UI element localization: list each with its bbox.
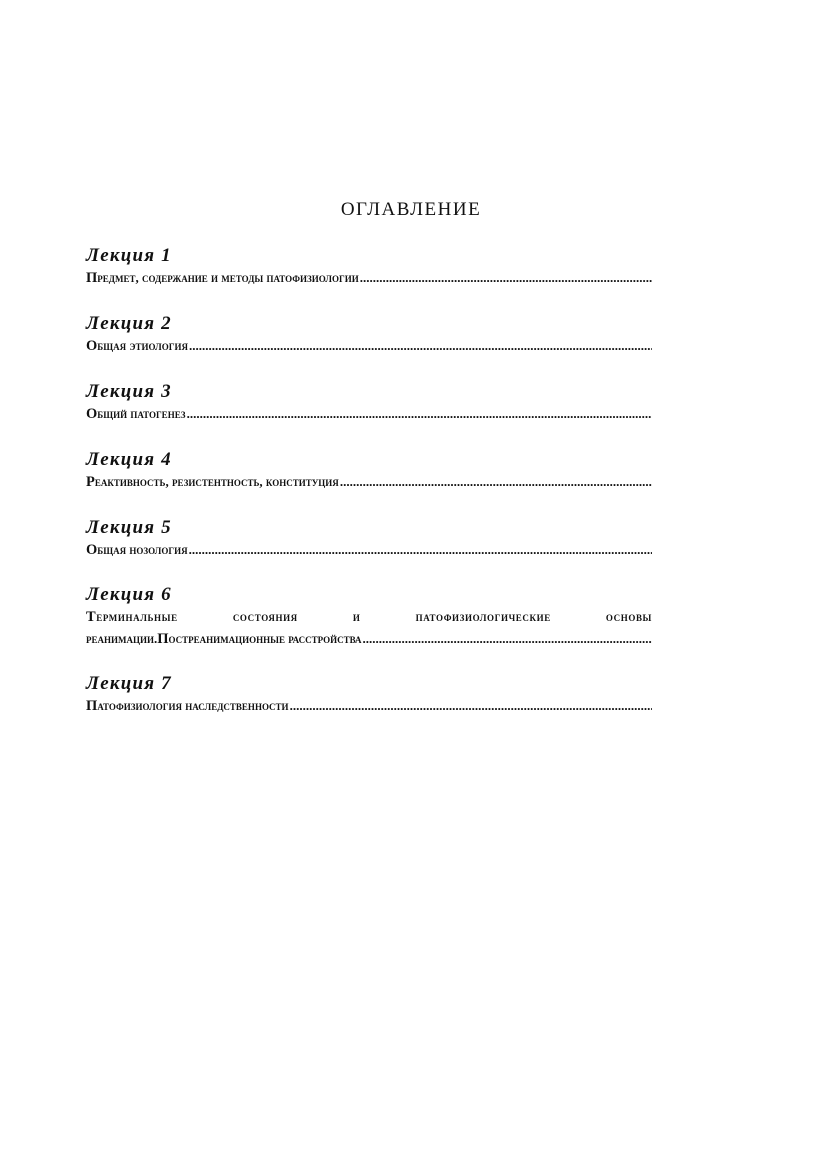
toc-entry-2[interactable] <box>86 312 652 358</box>
lecture-title <box>86 696 652 718</box>
title-initial: П <box>86 698 98 714</box>
title-text: атофизиология наследственности <box>97 698 289 713</box>
lecture-label: Лекция 4 <box>86 449 172 470</box>
title-initial-2: П <box>157 631 169 647</box>
title-initial: О <box>86 406 98 422</box>
dot-leader <box>340 472 652 492</box>
toc-title: ОГЛАВЛЕНИЕ <box>340 199 482 220</box>
title-initial: Р <box>86 474 95 490</box>
dot-leader <box>363 629 652 649</box>
title-initial: О <box>86 542 98 558</box>
lecture-label: Лекция 5 <box>86 517 172 538</box>
lecture-label: Лекция 2 <box>86 313 172 334</box>
title-text: редмет, содержание и методы патофизиологии <box>97 270 359 285</box>
lecture-label: Лекция 3 <box>86 381 172 402</box>
title-initial: Т <box>86 609 97 625</box>
toc-entry-7[interactable] <box>86 672 652 718</box>
title-text-2: остреанимационные расстройства <box>168 631 362 646</box>
title-text: еактивность, резистентность, конституция <box>94 474 339 489</box>
toc-list <box>86 244 652 718</box>
dot-leader <box>189 336 652 356</box>
toc-entry-3[interactable] <box>86 380 652 426</box>
dot-leader <box>360 268 652 288</box>
title-initial: П <box>86 270 98 286</box>
toc-entry-4[interactable] <box>86 448 652 494</box>
title-text-continued: реанимации. <box>86 631 158 646</box>
toc-entry-6[interactable] <box>86 583 652 651</box>
title-text: ерминальные состояния и патофизиологические основы <box>96 609 652 624</box>
toc-entry-1[interactable] <box>86 244 652 290</box>
lecture-title-line-2 <box>86 629 652 651</box>
lecture-label: Лекция 7 <box>86 673 172 694</box>
title-initial: О <box>86 338 98 354</box>
title-text: бщая этиология <box>97 338 188 353</box>
dot-leader <box>187 404 652 424</box>
lecture-title-line-1 <box>86 607 652 629</box>
lecture-title <box>86 472 652 494</box>
lecture-title <box>86 268 652 290</box>
dot-leader <box>189 540 652 560</box>
title-text: бщий патогенез <box>97 406 186 421</box>
title-text: бщая нозология <box>97 542 188 557</box>
lecture-title <box>86 336 652 358</box>
lecture-title <box>86 404 652 426</box>
lecture-label: Лекция 1 <box>86 245 172 266</box>
dot-leader <box>290 696 652 716</box>
lecture-label: Лекция 6 <box>86 584 172 605</box>
toc-entry-5[interactable] <box>86 516 652 562</box>
lecture-title <box>86 540 652 562</box>
